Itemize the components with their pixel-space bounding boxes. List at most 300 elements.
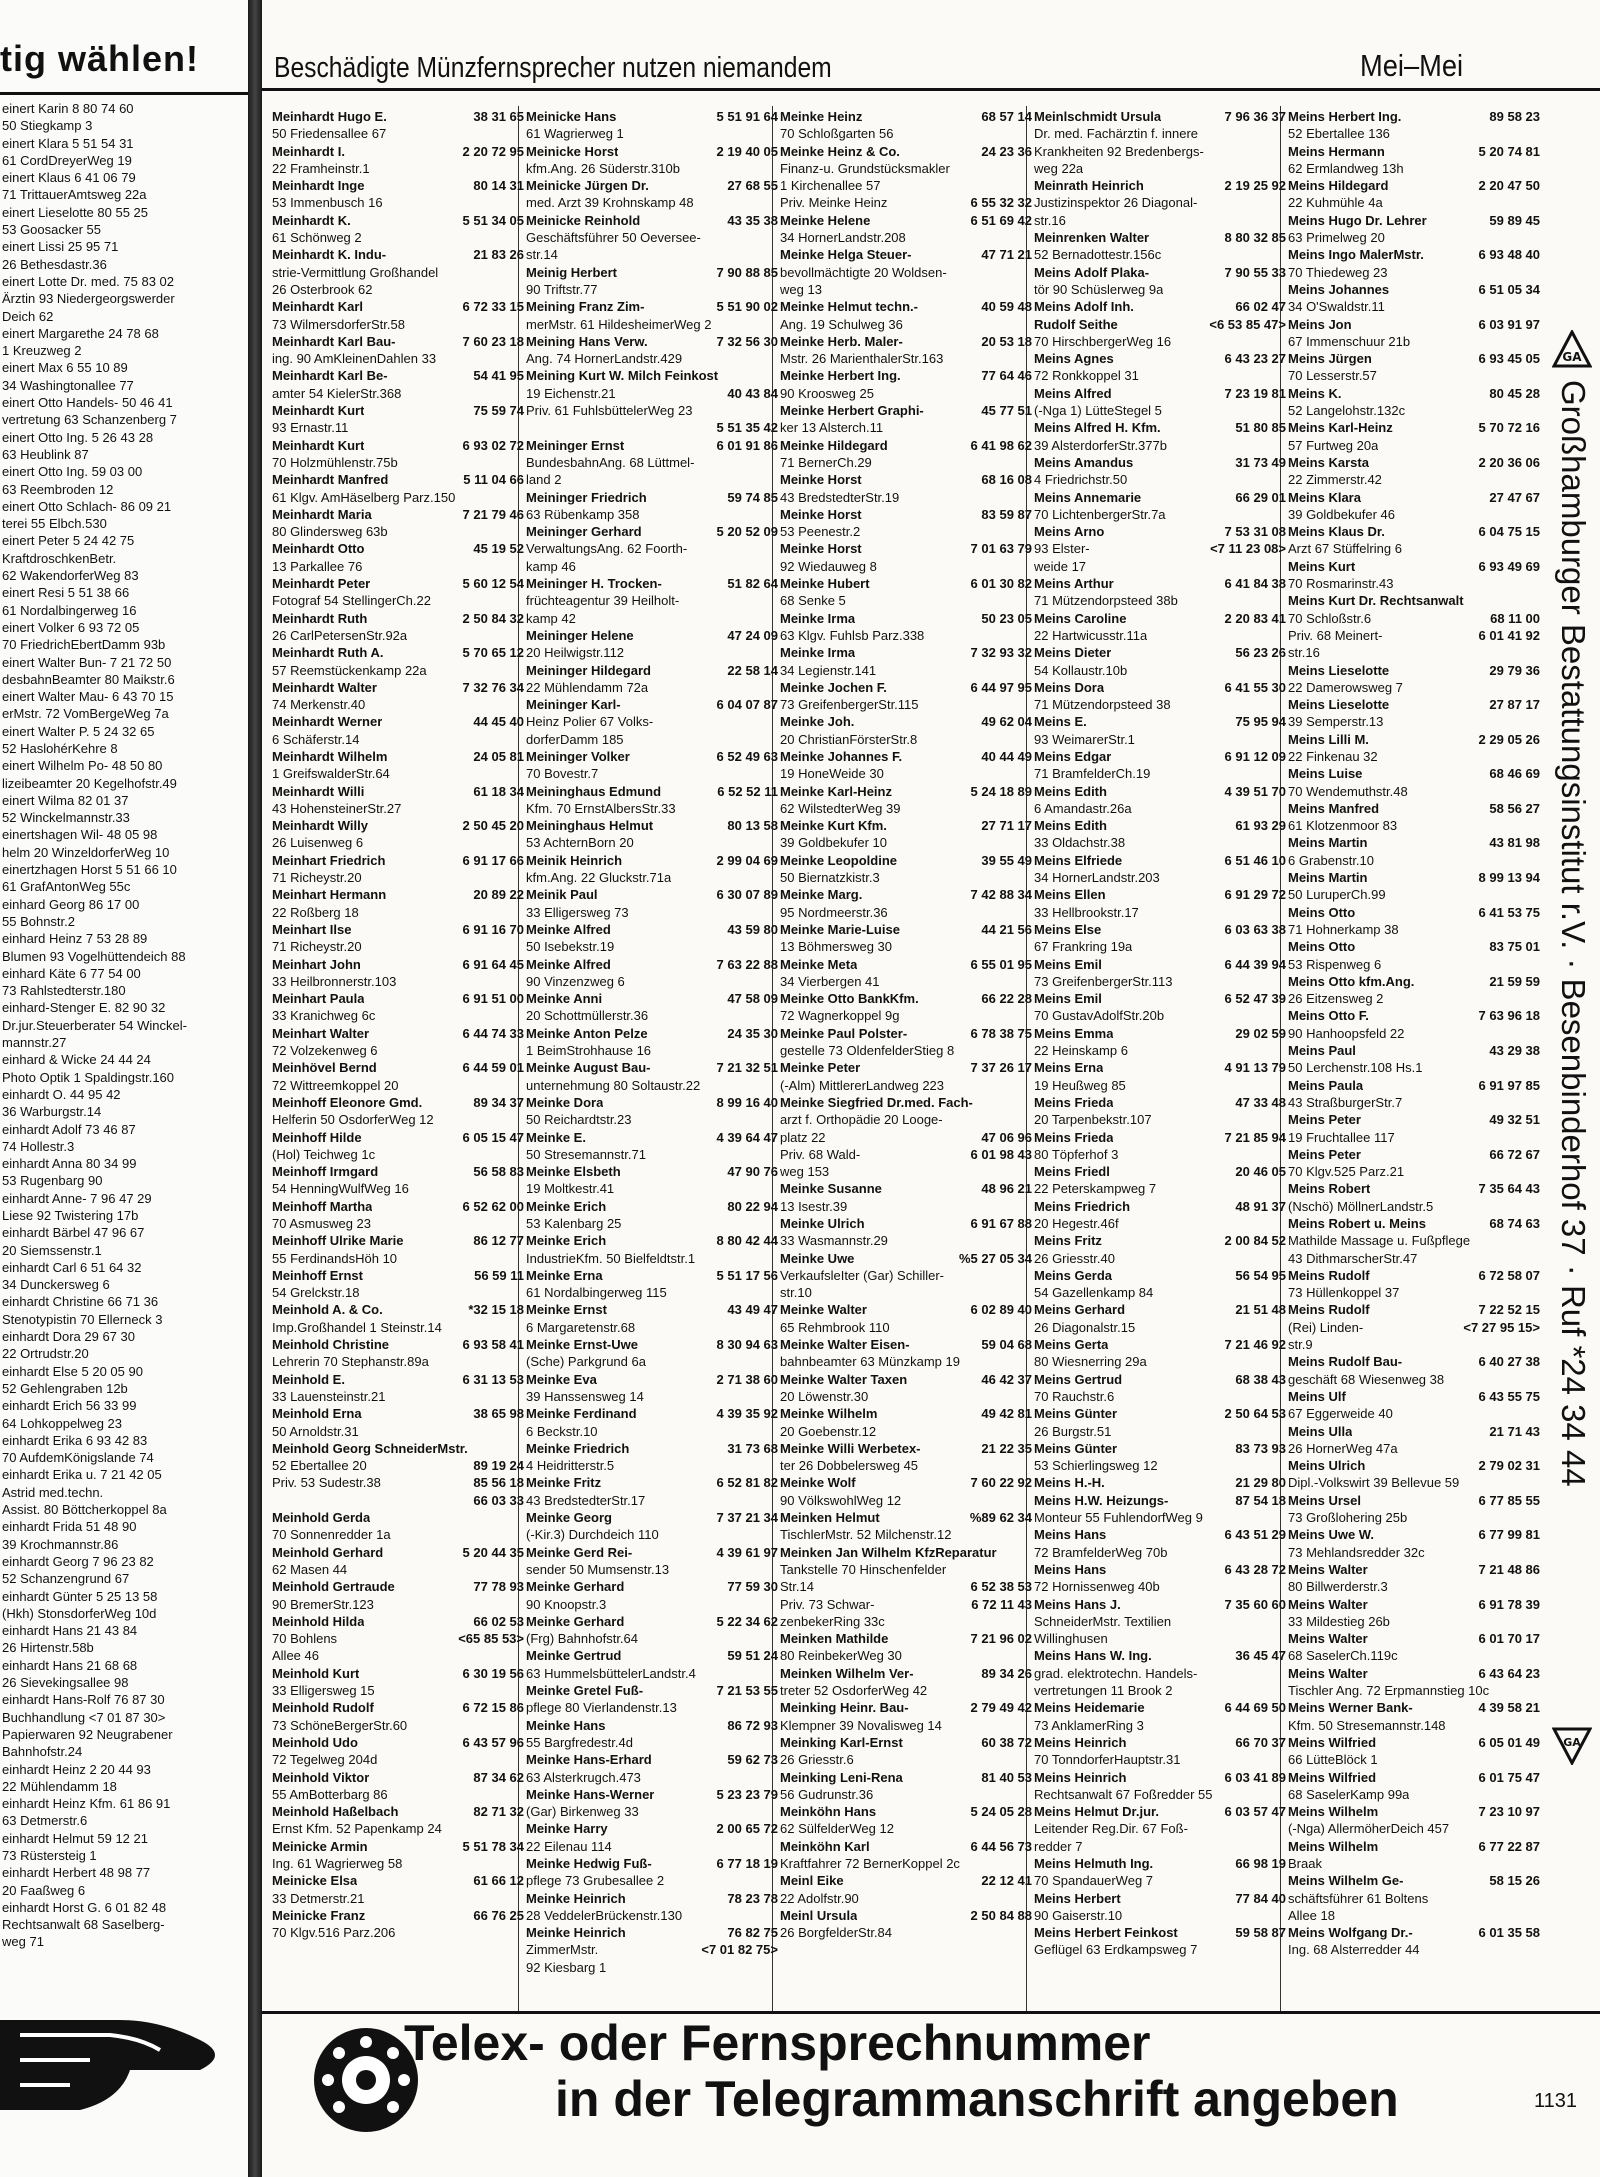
entry-phone-number: 68 16 08 [981,472,1032,488]
listing-entry [272,1042,524,1059]
entry-name: 70 Wendemuthstr.48 [1288,783,1408,799]
listing-entry [1034,246,1286,263]
listing-entry [272,1561,524,1578]
listing-entry [1288,1492,1540,1509]
entry-name: 26 Griesstr.40 [1034,1250,1115,1266]
entry-phone-number: 6 72 15 86 [462,1700,524,1716]
entry-name: Meinke Friedrich [526,1440,630,1456]
entry-name: Meinke Uwe [780,1250,855,1266]
listing-entry [526,1474,778,1491]
entry-name: 62 SülfelderWeg 12 [780,1821,894,1837]
listing-entry [1034,1353,1286,1370]
listing-entry [1034,1492,1286,1509]
entry-phone-number: 7 42 88 34 [970,887,1032,903]
entry-name: Meinhardt Willi [272,783,365,799]
entry-phone-number: 6 91 51 00 [462,991,524,1007]
left-entry-line: einert Wilhelm Po- 48 50 80 [2,758,163,774]
listing-entry [1034,506,1286,523]
entry-name: 33 Kranichweg 6c [272,1008,376,1024]
listing-entry [1288,765,1540,782]
listing-entry [526,973,778,990]
entry-name: Ang. 19 Schulweg 36 [780,316,903,332]
listing-entry [272,246,524,263]
listing-entry [1034,1423,1286,1440]
listing-entry [1034,281,1286,298]
left-entry-line: einhardt Günter 5 25 13 58 [2,1588,158,1604]
entry-name: 90 Hanhoopsfeld 22 [1288,1025,1405,1041]
entry-name: Lehrerin 70 Stephanstr.89a [272,1354,429,1370]
listing-entry [780,298,1032,315]
entry-name: Meinke Kurt Kfm. [780,818,887,834]
listing-entry [1034,575,1286,592]
listing-entry [780,1786,1032,1803]
entry-name: 72 BramfelderWeg 70b [1034,1544,1168,1560]
entry-phone-number: 6 72 58 07 [1478,1267,1540,1283]
entry-phone-number: 2 20 47 50 [1478,178,1540,194]
entry-name: 70 Lesserstr.57 [1288,368,1377,384]
listing-entry [1034,316,1286,333]
listing-entry [780,834,1032,851]
entry-phone-number: 29 02 59 [1235,1025,1286,1041]
entry-phone-number: 6 91 64 45 [462,956,524,972]
listing-entry [1288,264,1540,281]
left-entry-line: einert Lieselotte 80 55 25 [2,204,148,220]
entry-name: Meinke Anton Pelze [526,1025,648,1041]
listing-entry [1034,540,1286,557]
entry-name: 90 Kroosweg 25 [780,385,874,401]
left-entry-line: Buchhandlung <7 01 87 30> [2,1709,166,1725]
entry-phone-number: 89 34 37 [473,1094,524,1110]
entry-name: 22 Framheinstr.1 [272,160,370,176]
left-entry-line: einhardt Hans-Rolf 76 87 30 [2,1692,165,1708]
entry-phone-number: 56 58 83 [473,1164,524,1180]
entry-name: Meinicke Reinhold [526,212,641,228]
left-entry-line: einert Klara 5 51 54 31 [2,135,134,151]
listing-entry [526,1838,778,1855]
listing-entry [526,1353,778,1370]
entry-phone-number: 47 58 09 [727,991,778,1007]
listing-entry [780,904,1032,921]
entry-name: 90 Triftstr.77 [526,281,598,297]
entry-name: 20 Löwenstr.30 [780,1388,869,1404]
listing-entry [526,1526,778,1543]
entry-name: Meins Emil [1034,991,1102,1007]
listing-entry [272,713,524,730]
listing-entry [526,956,778,973]
entry-name: 53 Schierlingsweg 12 [1034,1458,1158,1474]
entry-name: Meins Paul [1288,1043,1356,1059]
entry-name: 50 Friedensallee 67 [272,126,387,142]
entry-name: 80 Töpferhof 3 [1034,1146,1119,1162]
left-page-header: tig wählen! [0,38,199,79]
listing-entry [1288,1388,1540,1405]
listing-entry [1288,143,1540,160]
listing-entry [1034,1699,1286,1716]
entry-name: 33 Detmerstr.21 [272,1890,365,1906]
entry-name: 6 Amandastr.26a [1034,800,1132,816]
left-entry-line: 61 Nordalbingerweg 16 [2,602,137,618]
listing-entry [1288,1786,1540,1803]
listing-entry [780,1232,1032,1249]
entry-phone-number: 7 21 85 94 [1224,1129,1286,1145]
entry-name: (Sche) Parkgrund 6a [526,1354,646,1370]
entry-phone-number: 83 75 01 [1489,939,1540,955]
listing-entry [1288,869,1540,886]
entry-name: 71 Richeystr.20 [272,939,362,955]
entry-name: Meins Robert u. Meins [1288,1216,1426,1231]
entry-name: TischlerMstr. 52 Milchenstr.12 [780,1527,952,1543]
listing-entry [1034,644,1286,661]
entry-name: 57 Furtweg 20a [1288,437,1379,453]
entry-name: BundesbahnAng. 68 Lüttmel- [526,454,695,470]
entry-name: schäftsführer 61 Boltens [1288,1890,1429,1906]
side-ad-text: Großhamburger Bestattungsinstitut r.V. · Besenbinderhof 37 · Ruf *24 34 44 [1555,380,1592,1487]
entry-name: Meininger Hildegard [526,662,651,678]
entry-name: Meins Gerda [1034,1267,1113,1283]
left-page-strip [0,0,248,2177]
entry-name: (Rei) Linden- [1288,1319,1364,1335]
entry-name: (Gar) Birkenweg 33 [526,1804,639,1820]
listing-entry [526,1059,778,1076]
entry-name: VerwaltungsAng. 62 Foorth- [526,541,688,557]
entry-name: Meins Uwe W. [1288,1527,1374,1543]
listing-entry [526,1907,778,1924]
left-entry-line: Blumen 93 Vogelhüttendeich 88 [2,948,186,964]
listing-entry [1288,454,1540,471]
entry-name: Meinhold Hilda [272,1613,365,1629]
listing-entry [272,1630,524,1647]
listing-entry [780,748,1032,765]
entry-name: Meininger Helene [526,627,634,643]
listing-entry [780,575,1032,592]
left-entry-line: einhardt Frida 51 48 90 [2,1519,137,1535]
entry-phone-number: 7 21 32 51 [716,1060,778,1076]
listing-entry [1288,1180,1540,1197]
entry-name: Str.14 [780,1579,814,1595]
entry-name: Meinhardt Ruth [272,610,368,626]
listing-entry [1034,592,1286,609]
listing-entry [1288,1371,1540,1388]
listing-entry [272,385,524,402]
entry-phone-number: 2 29 05 26 [1478,731,1540,747]
entry-name: 95 Nordmeerstr.36 [780,904,888,920]
entry-name: Meinicke Horst [526,143,619,159]
listing-entry [272,610,524,627]
entry-name: 90 Knoopstr.3 [526,1596,607,1612]
entry-name: Meins Paula [1288,1077,1364,1093]
entry-name: Rechtsanwalt 67 Foßredder 55 [1034,1786,1213,1802]
entry-name: 70 Asmusweg 23 [272,1216,372,1231]
entry-name: 22 Zimmerstr.42 [1288,472,1382,488]
listing-entry [780,333,1032,350]
entry-name: Meinhardt Peter [272,576,371,592]
entry-name: 22 Kuhmühle 4a [1288,195,1383,211]
entry-name: pflege 73 Grubesallee 2 [526,1873,665,1889]
entry-phone-number: 61 18 34 [473,783,524,799]
entry-name: 70 GustavAdolfStr.20b [1034,1008,1165,1024]
entry-name: 26 BorgfelderStr.84 [780,1925,893,1941]
entry-name: Meinrenken Walter [1034,230,1150,246]
entry-phone-number: 6 01 98 43 [970,1146,1032,1162]
listing-entry [1288,627,1540,644]
entry-name: 22 Roßberg 18 [272,904,359,920]
entry-name: 33 Wasmannstr.29 [780,1233,888,1249]
listing-entry [780,869,1032,886]
entry-name: Meins Ulf [1288,1388,1346,1404]
left-page-entries [2,100,242,1951]
listing-entry [272,1353,524,1370]
listing-entry [1034,1872,1286,1889]
listing-entry [780,367,1032,384]
entry-phone-number: 4 91 13 79 [1224,1060,1286,1076]
entry-name: Meinke Gretel Fuß- [526,1683,644,1699]
entry-name: 53 AchternBorn 20 [526,835,634,851]
listing-entry [526,419,778,436]
entry-name: Meinhoff Hilde [272,1129,362,1145]
listing-entry [272,1440,524,1457]
entry-name: Meins H.W. Heizungs- [1034,1492,1169,1508]
entry-name: Meinhold Gerhard [272,1544,384,1560]
listing-entry [272,938,524,955]
entry-name: Meinke Fritz [526,1475,602,1491]
page-header-range: Mei–Mei [1360,48,1464,83]
entry-phone-number: 2 20 72 95 [462,143,524,159]
entry-name: Imp.Großhandel 1 Steinstr.14 [272,1319,442,1335]
listing-entry [526,627,778,644]
listing-entry [526,1198,778,1215]
entry-name: Meins Amandus [1034,454,1134,470]
entry-phone-number: 6 77 85 55 [1478,1492,1540,1508]
left-entry-line: 63 Heublink 87 [2,446,89,462]
listing-entry [1034,713,1286,730]
listing-entry [1288,1474,1540,1491]
entry-phone-number: 2 20 36 06 [1478,454,1540,470]
entry-phone-number: 6 93 48 40 [1478,247,1540,263]
entry-name: 57 Reemstückenkamp 22a [272,662,427,678]
entry-name: med. Arzt 39 Krohnskamp 48 [526,195,694,211]
entry-name: Meinke Herbert Ing. [780,368,901,384]
entry-phone-number: 5 51 91 64 [716,109,778,124]
listing-entry [526,1180,778,1197]
listing-entry [1288,1129,1540,1146]
entry-name: Meinke Erna [526,1267,603,1283]
entry-name: Meinke Irma [780,610,856,626]
entry-phone-number: 5 20 74 81 [1478,143,1540,159]
svg-text:GA: GA [1563,1736,1581,1749]
entry-name: 55 Bargfredestr.4d [526,1734,633,1750]
entry-phone-number: 6 01 41 92 [1478,627,1540,643]
listing-entry [272,506,524,523]
listing-entry [1288,1146,1540,1163]
left-entry-line: 26 Hirtenstr.58b [2,1640,94,1656]
entry-name: 73 GreifenbergerStr.115 [780,697,919,713]
listing-entry [272,1284,524,1301]
listing-entry [780,1855,1032,1872]
entry-phone-number: 7 35 60 60 [1224,1596,1286,1612]
entry-name: 53 Kalenbarg 25 [526,1216,622,1231]
listing-entry [780,1717,1032,1734]
listing-entry [1034,471,1286,488]
listing-entry [780,783,1032,800]
entry-phone-number: 6 43 28 72 [1224,1561,1286,1577]
entry-name: Meins Gerta [1034,1337,1109,1353]
entry-name: 26 Eitzensweg 2 [1288,991,1384,1007]
entry-name: Meinking Leni-Rena [780,1769,903,1785]
listing-entry [526,679,778,696]
listing-entry [1034,229,1286,246]
left-entry-line: einhard-Stenger E. 82 90 32 [2,1000,166,1016]
entry-name: 19 HoneWeide 30 [780,766,884,782]
listing-entry [1288,246,1540,263]
listing-entry [1288,194,1540,211]
listing-entry [1288,1890,1540,1907]
entry-name: 22 Peterskampweg 7 [1034,1181,1157,1197]
entry-name: Meinke Siegfried Dr.med. Fach- [780,1094,973,1110]
entry-phone-number: 7 21 48 86 [1478,1561,1540,1577]
entry-phone-number: 7 63 96 18 [1478,1008,1540,1024]
entry-phone-number: 8 80 32 85 [1224,230,1286,246]
listing-entry [526,610,778,627]
entry-name: Meins Heidemarie [1034,1700,1145,1716]
entry-name: 20 Hegestr.46f [1034,1216,1119,1231]
left-entry-line: einhardt Carl 6 51 64 32 [2,1259,142,1275]
entry-phone-number: 40 44 49 [981,748,1032,764]
entry-name: Meinke Hedwig Fuß- [526,1855,652,1871]
entry-name: Meinhardt Kurt [272,403,365,419]
entry-name: Meinke Gerhard [526,1613,625,1629]
entry-name: 26 Burgstr.51 [1034,1423,1112,1439]
listing-entry [526,402,778,419]
entry-phone-number: <6 53 85 47> [1209,316,1286,332]
entry-phone-number: 40 59 48 [981,299,1032,315]
listing-entry [780,1146,1032,1163]
entry-name: 20 ChristianFörsterStr.8 [780,731,918,747]
entry-name: 22 Finkenau 32 [1288,748,1378,764]
listing-entry [780,1319,1032,1336]
listing-entry [780,1890,1032,1907]
entry-name: Meinke Walter Eisen- [780,1337,910,1353]
left-entry-line: 62 WakendorferWeg 83 [2,568,139,584]
entry-phone-number: 47 24 09 [727,627,778,643]
left-entry-line: einert Wilma 82 01 37 [2,792,129,808]
listing-entry [272,212,524,229]
listing-entry [1034,558,1286,575]
entry-name: Meinke Otto BankKfm. [780,991,919,1007]
entry-phone-number: 4 39 35 92 [716,1406,778,1422]
listing-entry [1034,1941,1286,1958]
entry-name: Meinicke Hans [526,109,617,124]
listing-entry [526,212,778,229]
left-entry-line: 34 Dunckersweg 6 [2,1277,110,1293]
listing-entry [526,160,778,177]
listing-entry [780,1924,1032,1941]
entry-name: Meins Robert [1288,1181,1371,1197]
listing-entry [272,921,524,938]
entry-name: amter 54 KielerStr.368 [272,385,402,401]
entry-name: Meins Luise [1288,766,1363,782]
listing-entry [1034,1665,1286,1682]
entry-name: 90 Gaiserstr.10 [1034,1907,1123,1923]
entry-phone-number: 56 59 11 [474,1267,524,1283]
entry-phone-number: 76 82 75 [727,1925,778,1941]
listing-entry [526,1457,778,1474]
entry-name: 19 Moltkestr.41 [526,1181,615,1197]
listing-entry [526,1094,778,1111]
listing-entry [526,1215,778,1232]
listing-entry [780,1163,1032,1180]
listing-entry [526,1492,778,1509]
listing-entry [1034,1215,1286,1232]
entry-name: Meinke Helmut techn.- [780,299,918,315]
entry-name: str.16 [1288,645,1320,661]
entry-phone-number: 68 11 00 [1490,610,1540,626]
entry-phone-number: 44 21 56 [981,921,1032,937]
listing-entry [272,419,524,436]
left-entry-line: einhard & Wicke 24 44 24 [2,1052,151,1068]
listing-entry [526,108,778,125]
entry-name: Meinhart John [272,956,361,972]
listing-entry [780,1388,1032,1405]
entry-name: Ang. 74 HornerLandstr.429 [526,351,683,367]
left-entry-line: 64 Lohkoppelweg 23 [2,1415,122,1431]
listing-entry [780,558,1032,575]
listing-entry [526,1665,778,1682]
left-entry-line: einert Otto Ing. 59 03 00 [2,464,143,480]
listing-entry [1288,852,1540,869]
entry-name: Meinl Ursula [780,1907,858,1923]
entry-name: 22 Eilenau 114 [526,1838,612,1854]
listing-entry [272,592,524,609]
entry-name: 28 VeddelerBrückenstr.130 [526,1907,683,1923]
entry-phone-number: 2 00 84 52 [1224,1233,1286,1249]
entry-name: 67 Frankring 19a [1034,939,1133,955]
listing-entry [272,402,524,419]
listing-entry [1288,1042,1540,1059]
entry-name: Meinhold Christine [272,1337,389,1353]
left-entry-line: 22 Mühlendamm 18 [2,1778,117,1794]
listing-entry [526,385,778,402]
listing-entry [1034,1820,1286,1837]
entry-phone-number: 7 23 10 97 [1478,1804,1540,1820]
entry-name: Meinke Marie-Luise [780,921,900,937]
left-entry-line: 73 Rüstersteig 1 [2,1847,97,1863]
entry-phone-number: 6 31 13 53 [462,1371,524,1387]
listing-entry [1034,1146,1286,1163]
entry-name: 72 Ronkkoppel 31 [1034,368,1139,384]
listing-column-5 [1288,108,1540,2008]
listing-entry [526,1890,778,1907]
listing-entry [272,817,524,834]
entry-name: 90 BremerStr.123 [272,1596,374,1612]
listing-entry [526,869,778,886]
entry-name: ter 26 Dobbelersweg 45 [780,1458,919,1474]
entry-phone-number: 6 44 39 94 [1224,956,1286,972]
entry-name: 1 BeimStrohhause 16 [526,1043,652,1059]
listing-entry [272,1890,524,1907]
entry-name: 70 Schloßstr.6 [1288,610,1372,626]
entry-name: 68 Senke 5 [780,593,846,609]
entry-name: Meinke Erich [526,1198,607,1214]
entry-name: Meinke Gerhard [526,1579,625,1595]
listing-entry [1034,852,1286,869]
listing-entry [780,956,1032,973]
left-entry-line: KraftdroschkenBetr. [2,550,117,566]
entry-phone-number: 2 79 49 42 [970,1700,1032,1716]
entry-name: 50 Lerchenstr.108 Hs.1 [1288,1060,1423,1076]
entry-phone-number: 80 22 94 [727,1198,778,1214]
listing-entry [272,1699,524,1716]
entry-name: 90 Vinzenzweg 6 [526,973,625,989]
